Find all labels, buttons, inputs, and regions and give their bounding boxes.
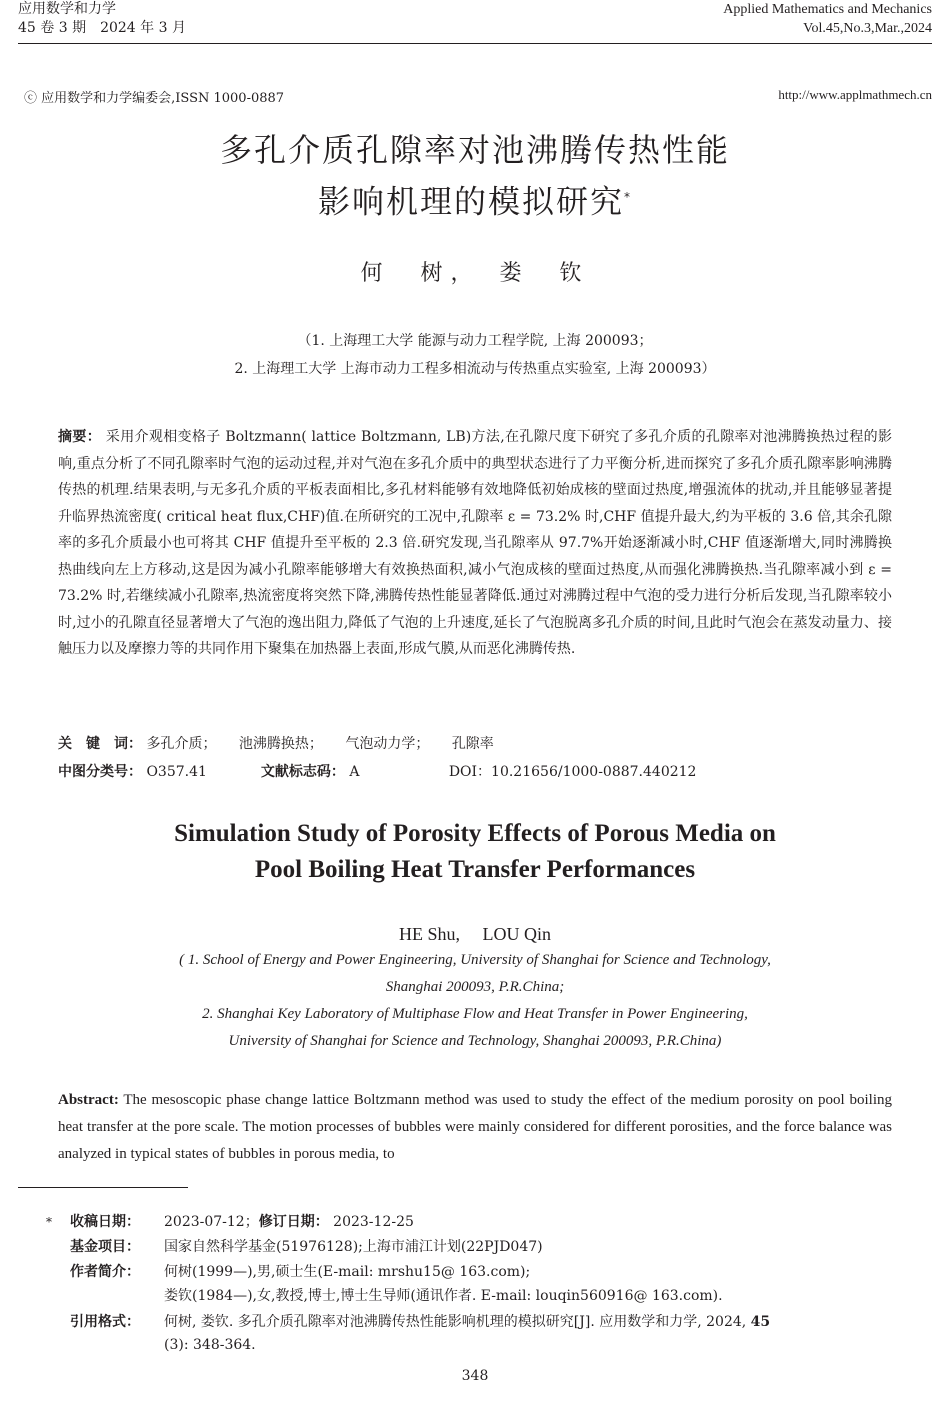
fund-label: 基金项目：: [70, 1239, 140, 1255]
abstract-en-text: The mesoscopic phase change lattice Boltzmann method was used to study the effect of the medium porosity on pool boiling heat transfer at the pore scale. The motion processes of bubbles were mainly considered for different porosities, and the force balance was analyzed in typical states of bubbles in porous media, to: [58, 1092, 892, 1162]
cite-text: 何树, 娄钦. 多孔介质孔隙率对池沸腾传热性能影响机理的模拟研究[J]. 应用数学和力学, 2024,: [164, 1314, 751, 1330]
doc-code-value: A: [349, 764, 360, 780]
copyright-line: ⓒ 应用数学和力学编委会,ISSN 1000-0887: [24, 91, 285, 106]
affiliation-en-1-cont: Shanghai 200093, P.R.China;: [385, 979, 565, 995]
received-date: 2023-07-12；: [164, 1214, 259, 1230]
doc-code-label: 文献标志码：: [260, 764, 345, 780]
footnote-bio-2: [0, 1285, 950, 1308]
revised-label: 修订日期：: [258, 1214, 329, 1230]
running-header-right: [723, 0, 932, 38]
affiliation-cn-2: 2. 上海理工大学 上海市动力工程多相流动与传热重点实验室, 上海 200093）: [234, 361, 716, 377]
bio-label: 作者简介：: [70, 1264, 140, 1280]
keywords-cn: [58, 733, 512, 753]
title-cn-line2: [0, 174, 950, 225]
running-header-left: [18, 0, 186, 38]
journal-name-en: Applied Mathematics and Mechanics: [723, 2, 932, 17]
clc-label: 中图分类号：: [58, 764, 142, 780]
journal-name-cn: 应用数学和力学: [18, 1, 116, 17]
bio-line-1: 何树(1999—),男,硕士生(E-mail: mrshu15@ 163.com);: [164, 1264, 531, 1280]
cite-value: [164, 1311, 932, 1357]
journal-url[interactable]: http://www.applmathmech.cn: [778, 87, 932, 102]
keyword-item: 池沸腾换热；: [238, 736, 323, 752]
page-number: 348: [461, 1368, 489, 1384]
header-rule: [18, 43, 932, 44]
title-cn-line1: 多孔介质孔隙率对池沸腾传热性能: [219, 131, 730, 169]
cite-volume: 45: [750, 1314, 771, 1330]
title-en-line1: Simulation Study of Porosity Effects of Porous Media on: [174, 820, 776, 847]
received-label: 收稿日期：: [70, 1214, 140, 1230]
keyword-item: 孔隙率: [451, 736, 494, 752]
cite-label: 引用格式：: [70, 1314, 140, 1330]
abstract-cn-text: 采用介观相变格子 Boltzmann( lattice Boltzmann, LB)方法,在孔隙尺度下研究了多孔介质的孔隙率对池沸腾换热过程的影响,重点分析了不同孔隙率时气泡的运动过程,并对气泡在多孔介质中的典型状态进行了力平衡分析,进而探究了多孔介质孔隙率影响沸腾传热的机理.结果表明,与无多孔介质的平板表面相比,多孔材料能够有效地降低初始成核的壁面过热度,增强流体的扰动,并且能够显著提升临界热流密度( critical heat flux,CHF)值.在所研究的工况中,孔隙率 ε = 73.2% 时,CHF 值提升最大,约为平板的 3.6 倍,其余孔隙率的多孔介质最小也可将其 CHF 值提升至平板的 2.3 倍.研究发现,当孔隙率从 97.7%开始逐渐减小时,CHF 值逐渐增大,同时沸腾换热曲线向左上方移动,这是因为减小孔隙率能够增大有效换热面积,减小气泡成核的壁面过热度,从而强化沸腾换热.当孔隙率减小到 ε = 73.2% 时,若继续减小孔隙率,热流密度将突然下降,沸腾传热性能显著降低.通过对沸腾过程中气泡的受力进行分析后发现,当孔隙率较小时,过小的孔隙直径显著增大了气泡的逸出阻力,降低了气泡的上升速度,延长了气泡脱离多孔介质的时间,且此时气泡会在蒸发动量力、接触压力以及摩擦力等的共同作用下聚集在加热器上表面,形成气膜,从而恶化沸腾传热.: [58, 429, 893, 657]
authors-cn: 何 树， 娄 钦: [360, 261, 590, 286]
issue-info-cn: 45 卷 3 期 2024 年 3 月: [18, 20, 186, 36]
title-cn-line2-text: 影响机理的模拟研究: [317, 182, 624, 221]
abstract-en-label: Abstract:: [58, 1092, 119, 1108]
abstract-cn: [58, 424, 892, 663]
clc-value: O357.41: [146, 764, 207, 780]
title-footnote-mark: *: [624, 190, 632, 204]
affiliation-en-2: 2. Shanghai Key Laboratory of Multiphase Flow and Heat Transfer in Power Engineering,: [202, 1006, 748, 1022]
classification-row: [58, 761, 892, 781]
affiliation-en-1: ( 1. School of Energy and Power Engineering, University of Shanghai for Science and Technology,: [179, 952, 771, 968]
footnote-rule: [18, 1187, 188, 1188]
bio-line-2: 娄钦(1984—),女,教授,博士,博士生导师(通讯作者. E-mail: louqin560916@ 163.com).: [164, 1288, 723, 1304]
fund-value: 国家自然科学基金(51976128);上海市浦江计划(22PJD047): [164, 1239, 543, 1255]
footnote-cite: [0, 1311, 950, 1359]
doi-value[interactable]: 10.21656/1000-0887.440212: [491, 764, 697, 780]
issue-info-en: Vol.45,No.3,Mar.,2024: [803, 21, 932, 36]
footnote-fund: [0, 1236, 950, 1259]
doi-label: DOI：: [448, 764, 492, 780]
revised-date: 2023-12-25: [333, 1214, 414, 1230]
footnote-dates: [0, 1211, 950, 1234]
footnote-bio: [0, 1261, 950, 1284]
abstract-cn-label: 摘要：: [58, 429, 102, 445]
authors-en: HE Shu, LOU Qin: [399, 924, 551, 944]
dates-value: [164, 1211, 932, 1234]
keyword-item: 气泡动力学；: [345, 736, 430, 752]
title-en-line2: Pool Boiling Heat Transfer Performances: [254, 856, 696, 883]
affiliation-cn-1: （1. 上海理工大学 能源与动力工程学院, 上海 200093；: [297, 333, 653, 349]
footnote-star: *: [46, 1215, 52, 1229]
abstract-en: [58, 1087, 892, 1168]
keywords-label: 关 键 词：: [58, 736, 142, 752]
affiliation-en-2-cont: University of Shanghai for Science and Technology, Shanghai 200093, P.R.China): [228, 1033, 722, 1049]
keyword-item: 多孔介质；: [146, 736, 217, 752]
cite-text-2: (3): 348-364.: [164, 1337, 256, 1353]
